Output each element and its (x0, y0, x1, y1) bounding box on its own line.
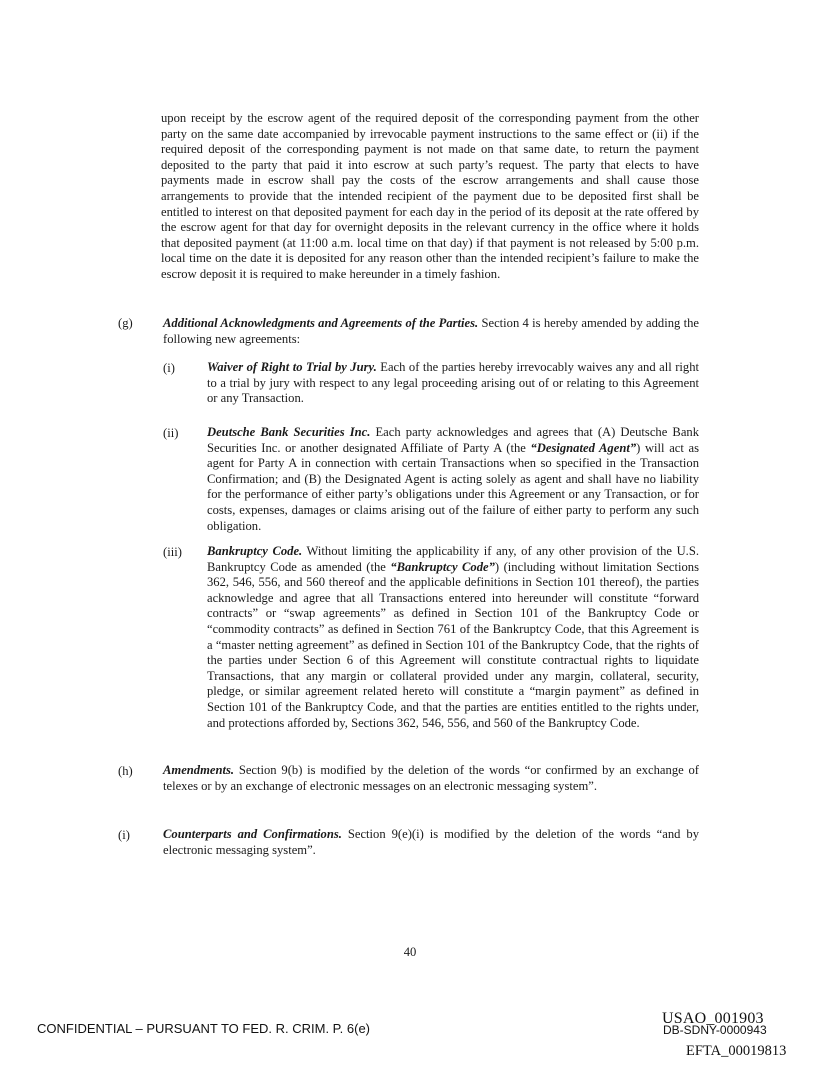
item-ii-text-b: ) will act as agent for Party A in connection with certain Transactions when so specified in the Transaction Confirmation; and (B) the Designated Agent is acting solely as agent and shall have no liability for the performance of either party’s obligations under this Agreement or any Transaction, or for costs, expenses, damages or claims arising out of the failure of either party to perform any such obligation. (207, 440, 699, 533)
page-number: 40 (403, 945, 417, 959)
item-i-label: (i) (163, 361, 175, 375)
section-h-label: (h) (118, 764, 133, 778)
item-iii-text-b: ) (including without limitation Sections 362, 546, 556, and 560 thereof and the applicable definitions in Section 101 thereof), the parties acknowledge and agree that all Transactions entered into hereunder will constitute “forward contracts” or “swap agreements” as defined in Section 101 of the Bankruptcy Code or “commodity contracts” as defined in Section 761 of the Bankruptcy Code, that this Agreement is a “master netting agreement” as defined in Section 101 of the Bankruptcy Code, that the rights of the parties under Section 6 of this Agreement will constitute contractual rights to liquidate Transactions, that any margin or collateral provided under any margin, collateral, security, pledge, or similar agreement related hereto will constitute a “margin payment” as defined in Section 101 of the Bankruptcy Code, and that the parties are entities entitled to the rights under, and protections afforded by, Sections 362, 546, 556, and 560 of the Bankruptcy Code. (207, 559, 699, 730)
item-ii-label: (ii) (163, 426, 179, 440)
item-i-heading: Waiver of Right to Trial by Jury. (207, 360, 377, 374)
item-i-text: Each of the parties hereby irrevocably waives any and all right to a trial by jury with respect to any legal proceeding arising out of or relating to this Agreement or any Transaction. (207, 360, 699, 406)
section-i-text: Section 9(e)(i) is modified by the deletion of the words “and by electronic messaging system”. (163, 827, 699, 857)
section-i-heading: Counterparts and Confirmations. (163, 827, 342, 841)
item-ii-paragraph (207, 425, 699, 534)
section-h-heading: Amendments. (163, 763, 235, 777)
section-h-text: Section 9(b) is modified by the deletion of the words “or confirmed by an exchange of telexes or by an exchange of electronic messages on an electronic messaging system”. (163, 763, 699, 793)
item-iii-label: (iii) (163, 545, 182, 559)
section-h-paragraph (163, 763, 699, 794)
section-g-heading: Additional Acknowledgments and Agreements of the Parties. (163, 316, 479, 330)
item-iii-paragraph (207, 544, 699, 731)
section-g-paragraph (163, 316, 699, 347)
usao-bates-number: USAO_001903 (662, 1010, 764, 1027)
item-iii-text-a: Without limiting the applicability if any, of any other provision of the U.S. Bankruptcy Code as amended (the (207, 544, 699, 574)
confidential-notice: CONFIDENTIAL – PURSUANT TO FED. R. CRIM. P. 6(e) (37, 1021, 371, 1036)
section-i-label: (i) (118, 828, 130, 842)
item-i-paragraph (207, 360, 699, 407)
section-g-text: Section 4 is hereby amended by adding the following new agreements: (163, 316, 699, 346)
item-iii-heading: Bankruptcy Code. (207, 544, 303, 558)
intro-paragraph: upon receipt by the escrow agent of the required deposit of the corresponding payment from the other party on the same date accompanied by irrevocable payment instructions to the same effect or (ii) if the required deposit of the corresponding payment is not made on that same date, to return the payment deposited to the party that paid it into escrow at such party’s request. The party that elects to have payments made in escrow shall pay the costs of the escrow arrangements and shall cause those arrangements to provide that the intended recipient of the payment due to be deposited first shall be entitled to interest on that deposited payment for each day in the period of its deposit at the rate offered by the escrow agent for that day for overnight deposits in the relevant currency in the office where it holds that deposited payment (at 11:00 a.m. local time on that day) if that payment is not released by 5:00 p.m. local time on the date it is deposited for any reason other than the intended recipient’s failure to make the escrow deposit it is required to make hereunder in a timely fashion. (161, 111, 699, 281)
db-sdny-bates-number: DB-SDNY-0000943 (663, 1023, 767, 1037)
bankruptcy-code-term: “Bankruptcy Code” (390, 559, 495, 574)
section-g-label: (g) (118, 316, 133, 330)
item-ii-text-a: Each party acknowledges and agrees that (A) Deutsche Bank Securities Inc. or another designated Affiliate of Party A (the (207, 425, 699, 455)
designated-agent-term: “Designated Agent” (530, 440, 637, 455)
section-i-paragraph (163, 827, 699, 858)
efta-bates-number: EFTA_00019813 (686, 1043, 787, 1059)
item-ii-heading: Deutsche Bank Securities Inc. (207, 425, 371, 439)
